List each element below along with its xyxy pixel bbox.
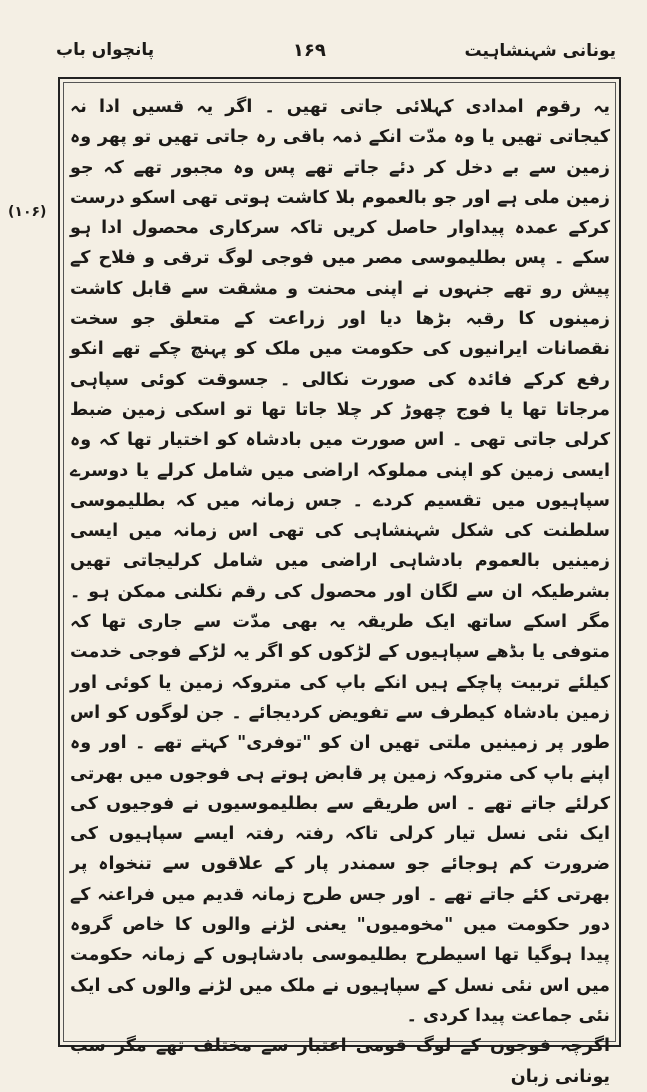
running-head-left: پانچواں باب — [56, 40, 155, 60]
paragraph-1: یہ رقوم امدادی کہلائی جاتی تھیں ۔ اگر یہ قسیں ادا نہ کیجاتی تھیں یا وہ مدّت انکے ذمہ باقی رہ جاتی تھیں تو پھر وہ زمین سے بے دخل کر دئے جاتے تھے پس وہ مجبور تھے کہ جو زمین ملی ہے اور جو بالعموم بلا کاشت ہوتی تھی اسکو درست کرکے عمدہ پیداوار حاصل کریں تاکہ سرکاری محصول ادا ہو سکے ۔ پس بطلیموسی مصر میں فوجی لوگ ترقی و فلاح کے پیش رو تھے جنہوں نے اپنی محنت و مشقت سے قابل کاشت زمینوں کا رقبہ بڑھا دیا اور زراعت کے متعلق جو سخت نقصانات ایرانیوں کی حکومت میں ملک کو پہنچ چکے تھے انکو رفع کرکے فائدہ کی صورت نکالی ۔ جسوقت کوئی سپاہی مرجاتا تھا یا فوج چھوڑ کر چلا جاتا تھا تو اسکی زمین ضبط کرلی جاتی تھی ۔ اس صورت میں بادشاہ کو اختیار تھا کہ وہ ایسی زمین کو اپنی مملوکہ اراضی میں شامل کرلے یا دوسرے سپاہیوں میں تقسیم کردے ۔ جس زمانہ میں کہ بطلیموسی سلطنت کی شکل شہنشاہی کی تھی اس زمانہ میں ایسی زمینیں بالعموم بادشاہی اراضی میں شامل کرلیجاتی تھیں بشرطیکہ ان سے لگان اور محصول کی رقم نکلنی ممکن ہو ۔ مگر اسکے ساتھ ایک طریقہ یہ بھی مدّت سے جاری تھا کہ متوفی یا بڈھے سپاہیوں کے لڑکوں کو اگر یہ لڑکے فوجی خدمت کیلئے تربیت پاچکے ہیں انکے باپ کی متروکہ زمین یا کوئی اور زمین بادشاہ کیطرف سے تفویض کردیجائے ۔ جن لوگوں کو اس طور پر زمینیں ملتی تھیں ان کو "توفری" کہتے تھے ۔ اور وہ اپنے باپ کی متروکہ زمین پر قابض ہوتے ہی فوجوں میں بھرتی کرلئے جاتے تھے ۔ اس طریقے سے بطلیموسیوں نے فوجیوں کی ایک نئی نسل تیار کرلی تاکہ رفتہ رفتہ ایسے سپاہیوں کی ضرورت کم ہوجائے جو سمندر پار کے علاقوں سے تنخواہ پر بھرتی کئے جاتے تھے ۔ اور جس طرح زمانہ قدیم میں فراعنہ کے دور حکومت میں "مخومیوں" یعنی لڑنے والوں کا خاص گروہ پیدا ہوگیا تھا اسیطرح بطلیموسی بادشاہوں کے زمانہ حکومت میں اس نئی نسل کے سپاہیوں نے ملک میں لڑنے والوں کی ایک نئی جماعت پیدا کردی ۔ — [70, 97, 610, 1026]
page-number: ۱۶۹ — [292, 39, 326, 61]
paragraph-2: اگرچہ فوجوں کے لوگ قومی اعتبار سے مختلف تھے مگر سب یونانی زبان — [70, 1036, 610, 1087]
running-header — [56, 30, 616, 70]
margin-note: (۱۰۶) — [8, 204, 47, 220]
body-text — [70, 92, 610, 1087]
running-head-right: یونانی شہنشاہیت — [464, 40, 616, 61]
